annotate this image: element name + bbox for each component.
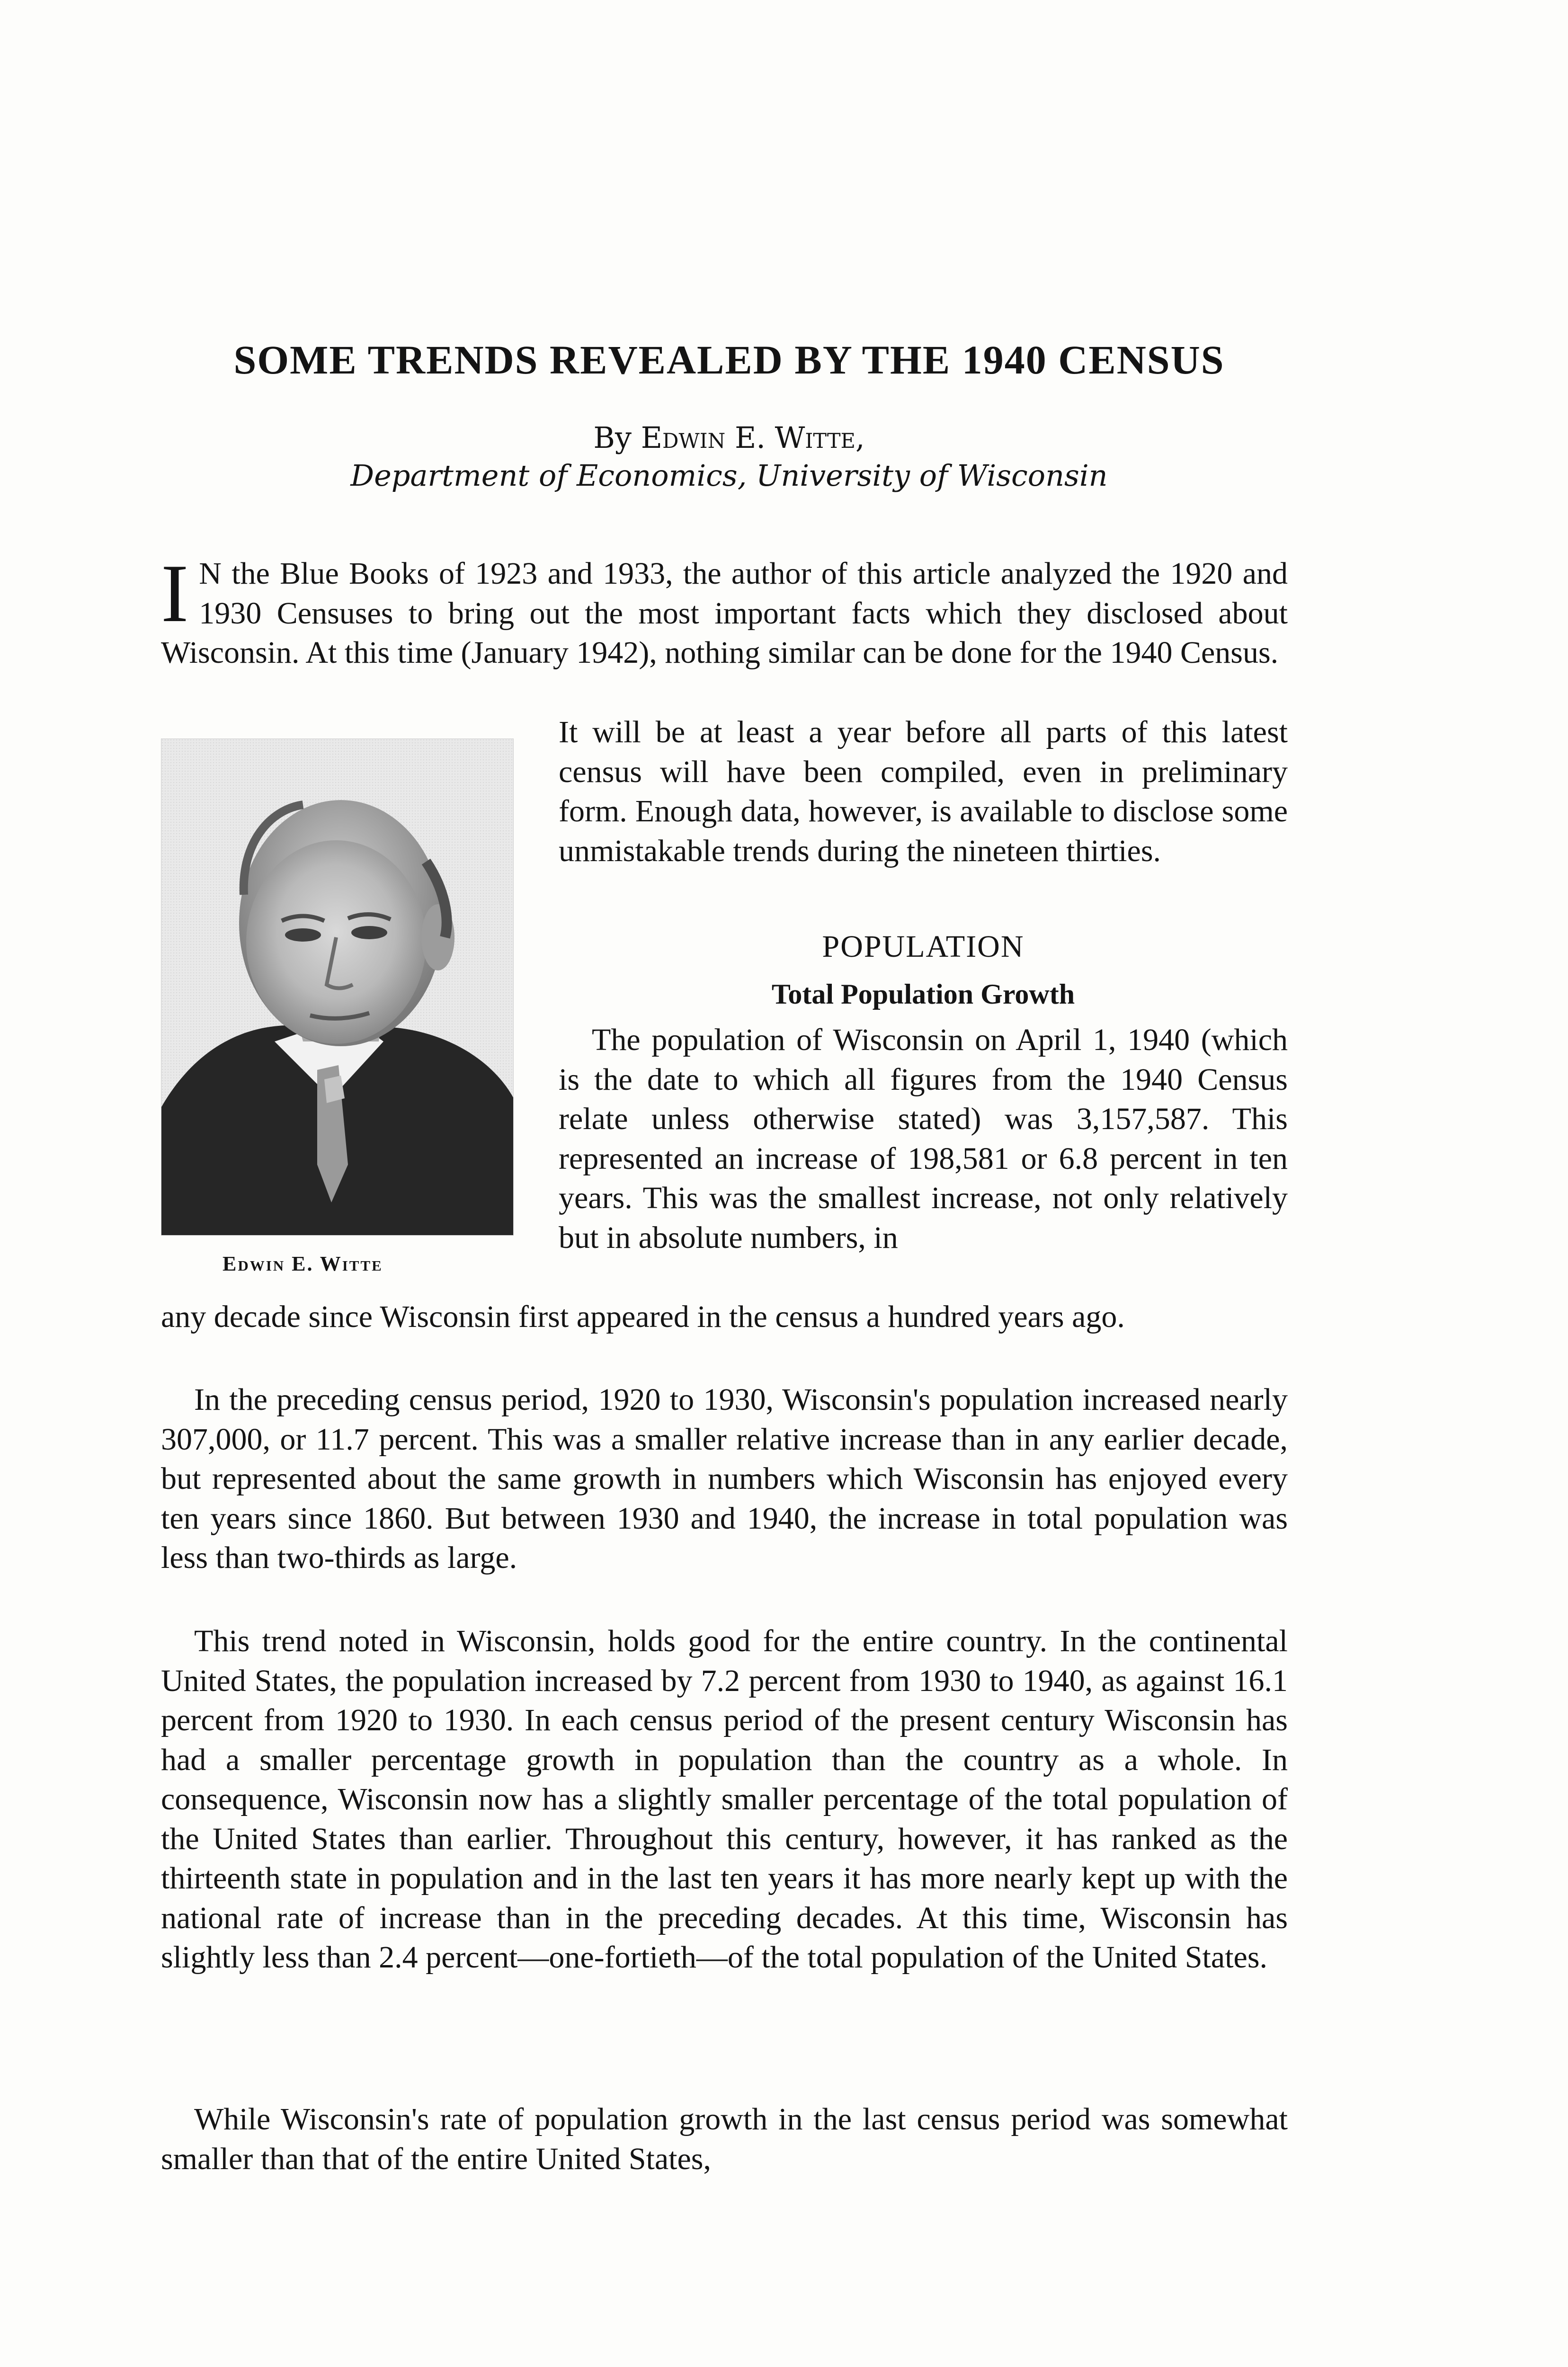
author-department: Department of Economics, University of Wisconsin: [350, 458, 1108, 493]
intro-text-wide: N the Blue Books of 1923 and 1933, the author of this article analyzed the 1920 and 1930 Censuses to bring out the most important facts which they disclosed about Wisconsin. At this time (January 1942), nothing similar can be done for the 1940 Census.: [161, 556, 1288, 670]
paragraph-1-wide: any decade since Wisconsin first appeared in the census a hundred years ago.: [161, 1299, 1125, 1334]
photo-caption: Edwin E. Witte: [223, 1252, 383, 1275]
drop-cap: I: [161, 547, 189, 639]
byline-prefix: By: [593, 420, 632, 455]
section-heading: POPULATION: [822, 929, 1025, 964]
section-subheading: Total Population Growth: [771, 979, 1075, 1010]
byline: [161, 419, 1297, 457]
paragraph-2: In the preceding census period, 1920 to 1930, Wisconsin's population increased nearly 307,000, or 11.7 percent. This was a smaller relative increase than in any earlier decade, but represented about the same growth in numbers which Wisconsin has enjoyed every ten years since 1860. But between 1930 and 1940, the increase in total population was less than two-thirds as large.: [161, 1382, 1288, 1575]
intro-text-narrow: It will be at least a year before all parts of this latest census will have been compiled, even in preliminary form. Enough data, however, is available to disclose some unmistakable trends during the nineteen thirties.: [559, 715, 1288, 868]
author-name: Edwin E. Witte,: [641, 420, 865, 455]
intro-continuation: [559, 712, 1288, 871]
author-portrait: [161, 739, 514, 1236]
article-title: SOME TRENDS REVEALED BY THE 1940 CENSUS: [233, 337, 1225, 383]
paragraph-3: This trend noted in Wisconsin, holds good for the entire country. In the continental United States, the population increased by 7.2 percent from 1930 to 1940, as against 16.1 percent from 1920 to 1930. In each census period of the present century Wisconsin has had a smaller percentage growth in population than the country as a whole. In consequence, Wisconsin now has a slightly smaller percentage of the total population of the United States than earlier. Throughout this century, however, it has ranked as the thirteenth state in population and in the last ten years it has more nearly kept up with the national rate of increase than in the preceding decades. At this time, Wisconsin has slightly less than 2.4 percent—one-fortieth—of the total population of the United States.: [161, 1624, 1288, 1975]
paragraph-1-narrow: The population of Wisconsin on April 1, 1940 (which is the date to which all figures from the 1940 Census relate unless otherwise stated) was 3,157,587. This represented an increase of 198,581 or 6.8 percent in ten years. This was the smallest increase, not only relatively but in absolute numbers, in: [559, 1023, 1288, 1255]
intro-paragraph: [161, 547, 1288, 673]
paragraph-4: While Wisconsin's rate of population growth in the last census period was somewhat smaller than that of the entire United States,: [161, 2102, 1288, 2176]
portrait-image: [161, 739, 514, 1236]
